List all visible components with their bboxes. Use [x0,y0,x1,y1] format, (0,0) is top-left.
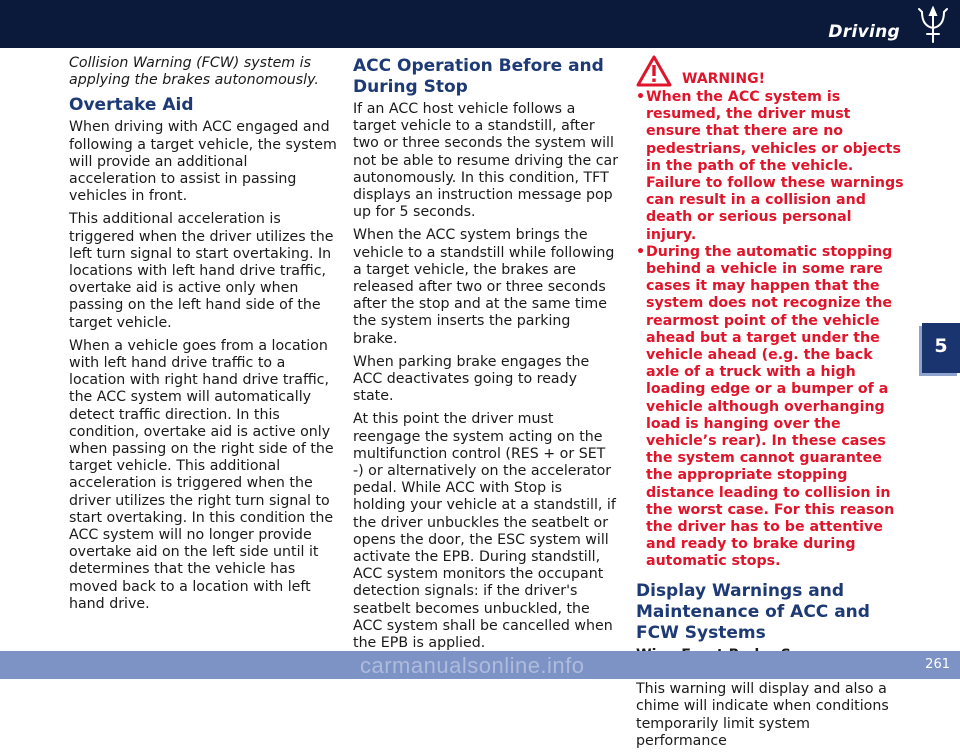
warning-triangle-icon [636,55,672,87]
footer-bar [0,651,960,679]
warning-list [636,89,904,571]
paragraph: This warning will display and also a chime will indicate when conditions temporarily limit system performance [636,681,889,749]
paragraph: When parking brake engages the ACC deactivates going to ready state. [353,353,590,405]
display-warnings-heading: Display Warnings and Maintenance of ACC and FCW Systems [636,580,870,643]
section-title: Driving [828,22,900,42]
column-2 [353,55,619,658]
trident-logo-icon [916,6,950,44]
intro-text: Collision Warning (FCW) system is applying the brakes autonomously. [69,55,319,89]
warning-title: WARNING! [682,71,765,87]
warning-item: • During the automatic stopping behind a vehicle in some rare cases it may happen that the system does not recognize the rearmost point of the vehicle ahead but a target under the vehicle ahead (e.g. the back axle of a truck with a high loading edge or a bumper of a vehicle although overhanging load is hanging over the vehicle’s rear). In these cases the system cannot guarantee the appropriate stopping distance leading to collision in the worst case. For this reason the driver has to be attentive and ready to brake during automatic stops. [636,244,904,571]
paragraph: When a vehicle goes from a location with left hand drive traffic to a location with right hand drive traffic, the ACC system will automatically detect traffic direction. In this condition, overtake aid is active only when passing on the right side of the target vehicle. This additional acceleration is triggered when the driver utilizes the right turn signal to start overtaking. In this condition the ACC system will no longer provide overtake aid on the left side until it determines that the vehicle has moved back to a location with left hand drive. [69,337,334,612]
header-bar [0,0,960,48]
paragraph: At this point the driver must reengage the system acting on the multifunction control (RES + or SET -) or alternatively on the accelerator pedal. While ACC with Stop is holding your vehicle at a standstill, if the driver unbuckles the seatbelt or opens the door, the ESC system will activate the EPB. During standstill, ACC system monitors the occupant detection signals: if the driver's seatbelt becomes unbuckled, the ACC system shall be cancelled when the EPB is applied. [353,411,616,652]
acc-operation-heading: ACC Operation Before and During Stop [353,56,604,97]
page-number: 261 [925,657,950,672]
paragraph: If an ACC host vehicle follows a target vehicle to a standstill, after two or three seconds the system will not be able to resume driving the car autonomously. In this condition, TFT displays an instruction message pop up for 5 seconds. [353,101,619,221]
chapter-number: 5 [934,335,948,357]
watermark: carmanualsonline.info [360,653,585,678]
chapter-tab[interactable] [922,323,960,373]
warning-item: • When the ACC system is resumed, the driver must ensure that there are no pedestrians, vehicles or objects in the path of the vehicle. Failure to follow these warnings can result in a collision and death or serious personal injury. [636,89,904,244]
paragraph: When driving with ACC engaged and following a target vehicle, the system will provide an additional acceleration to assist in passing vehicles in front. [69,119,337,205]
overtake-aid-heading: Overtake Aid [69,95,194,116]
paragraph: This additional acceleration is triggered when the driver utilizes the left turn signal to start overtaking. In locations with left hand drive traffic, overtake aid is active only when passing on the left hand side of the target vehicle. [69,211,334,331]
warning-header [636,55,904,89]
column-1 [69,55,339,619]
paragraph: When the ACC system brings the vehicle to a standstill while following a target vehicle, the brakes are released after two or three seconds after the stop and at the same time the system inserts the parking brake. [353,227,615,347]
